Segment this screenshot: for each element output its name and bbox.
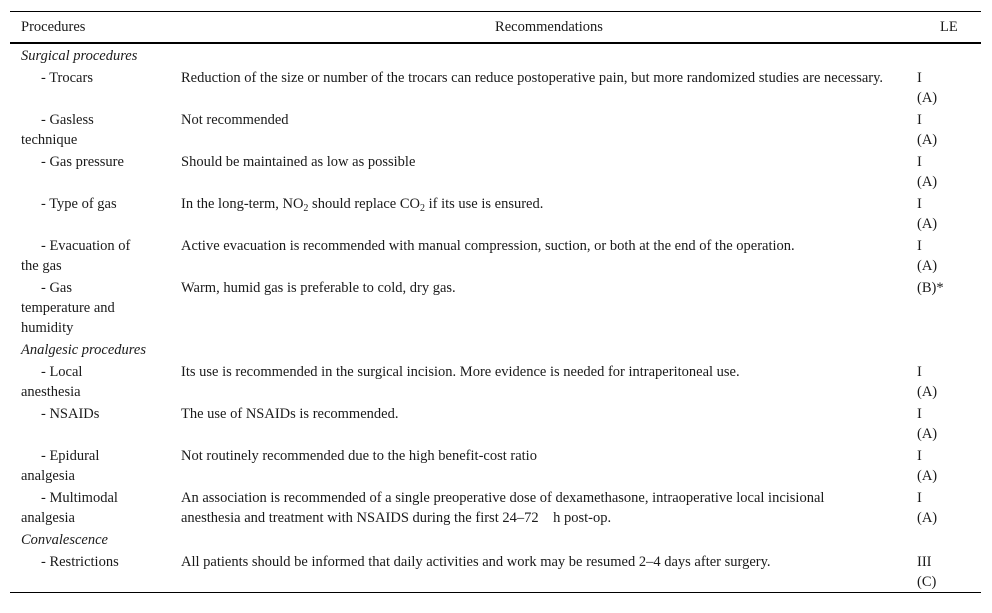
- recommendation-cell: Not recommended: [181, 112, 289, 128]
- procedure-label: - Multimodal: [41, 490, 118, 506]
- le-cell: [917, 550, 981, 593]
- table-row-local-anesthesia: [10, 360, 981, 402]
- recommendation-cell: Reduction of the size or number of the trocars can reduce postoperative pain, but more randomized studies are necessary.: [181, 70, 884, 86]
- le-cell: [917, 192, 981, 234]
- le-level: I: [917, 196, 922, 212]
- recommendation-cell: Its use is recommended in the surgical incision. More evidence is needed for intraperitoneal use.: [181, 364, 740, 380]
- procedure-cell: [10, 192, 181, 234]
- procedure-cell: [10, 444, 181, 486]
- le-grade: (A): [917, 174, 938, 190]
- le-level: I: [917, 112, 922, 128]
- procedure-cell: [10, 276, 181, 338]
- procedure-cell: [10, 550, 181, 593]
- le-cell: [917, 234, 981, 276]
- header-le: LE: [940, 18, 958, 35]
- recommendation-cell: Not routinely recommended due to the high benefit-cost ratio: [181, 448, 537, 464]
- procedure-label: - Gasless: [41, 112, 94, 128]
- procedure-label: - Evacuation of: [41, 238, 131, 254]
- le-level: I: [917, 406, 922, 422]
- section-title-convalescence: Convalescence: [21, 532, 108, 548]
- procedure-label: - Gas: [41, 280, 73, 296]
- recommendation-text-part: should replace CO: [308, 196, 420, 212]
- le-cell: [917, 108, 981, 150]
- procedure-label: - Epidural: [41, 448, 100, 464]
- le-cell: [917, 444, 981, 486]
- procedure-label-cont: temperature and: [21, 300, 115, 316]
- procedure-label-cont: anesthesia: [21, 384, 81, 400]
- le-grade: (A): [917, 258, 938, 274]
- recommendation-cell: Active evacuation is recommended with manual compression, suction, or both at the end of the operation.: [181, 238, 795, 254]
- subscript-two: 2: [303, 203, 309, 214]
- le-grade: (B)*: [917, 280, 944, 296]
- recommendation-cell: Warm, humid gas is preferable to cold, dry gas.: [181, 280, 456, 296]
- le-cell: [917, 402, 981, 444]
- procedure-label-cont: the gas: [21, 258, 62, 274]
- procedure-label: - Local: [41, 364, 83, 380]
- procedure-cell: [10, 150, 181, 192]
- le-level: I: [917, 70, 922, 86]
- table-row-nsaids: [10, 402, 981, 444]
- table-row-multimodal: [10, 486, 981, 528]
- le-grade: (A): [917, 468, 938, 484]
- section-row-surgical: [10, 43, 981, 66]
- le-cell: [917, 486, 981, 528]
- recommendation-cell: [181, 192, 917, 234]
- recommendation-text-part: if its use is ensured.: [424, 196, 544, 212]
- le-cell: [917, 150, 981, 192]
- procedure-label: - Type of gas: [41, 196, 117, 212]
- le-cell: [917, 276, 981, 338]
- le-level: I: [917, 154, 922, 170]
- subscript-two: 2: [419, 203, 425, 214]
- le-grade: (A): [917, 510, 938, 526]
- header-recommendations: Recommendations: [495, 18, 603, 35]
- table-row-gas-temperature: [10, 276, 981, 338]
- procedure-label: - Restrictions: [41, 554, 119, 570]
- table-row-gasless: [10, 108, 981, 150]
- section-title-analgesic: Analgesic procedures: [21, 342, 146, 358]
- recommendation-cell: The use of NSAIDs is recommended.: [181, 406, 399, 422]
- recommendations-table: [10, 11, 981, 593]
- section-title-surgical: Surgical procedures: [21, 48, 138, 64]
- procedure-cell: [10, 402, 181, 444]
- recommendation-cell: An association is recommended of a single preoperative dose of dexamethasone, intraoperative local incisional anesthesia and treatment with NSAIDS during the first 24–72 h post-op.: [181, 490, 825, 526]
- le-grade: (C): [917, 574, 937, 590]
- recommendations-table-container: [10, 11, 981, 593]
- table-row-type-of-gas: [10, 192, 981, 234]
- section-row-convalescence: [10, 528, 981, 550]
- procedure-cell: [10, 360, 181, 402]
- procedure-label: - Trocars: [41, 70, 93, 86]
- procedure-cell: [10, 66, 181, 108]
- procedure-label-cont: analgesia: [21, 468, 75, 484]
- procedure-cell: [10, 234, 181, 276]
- table-row-gas-pressure: [10, 150, 981, 192]
- procedure-label: - NSAIDs: [41, 406, 100, 422]
- procedure-label: - Gas pressure: [41, 154, 124, 170]
- le-level: I: [917, 490, 922, 506]
- header-procedures: Procedures: [21, 18, 86, 35]
- le-grade: (A): [917, 90, 938, 106]
- le-level: III: [917, 554, 932, 570]
- recommendation-cell: All patients should be informed that daily activities and work may be resumed 2–4 days after surgery.: [181, 554, 771, 570]
- procedure-label-cont: analgesia: [21, 510, 75, 526]
- le-grade: (A): [917, 384, 938, 400]
- le-grade: (A): [917, 216, 938, 232]
- le-level: I: [917, 238, 922, 254]
- le-cell: [917, 66, 981, 108]
- le-grade: (A): [917, 426, 938, 442]
- table-row-restrictions: [10, 550, 981, 593]
- section-row-analgesic: [10, 338, 981, 360]
- header-row: [10, 12, 981, 44]
- procedure-label-cont: humidity: [21, 320, 74, 336]
- table-row-trocars: [10, 66, 981, 108]
- procedure-label-cont: technique: [21, 132, 78, 148]
- table-row-evacuation: [10, 234, 981, 276]
- procedure-cell: [10, 108, 181, 150]
- recommendation-text-part: In the long-term, NO: [181, 196, 304, 212]
- procedure-cell: [10, 486, 181, 528]
- recommendation-cell: Should be maintained as low as possible: [181, 154, 416, 170]
- le-grade: (A): [917, 132, 938, 148]
- le-level: I: [917, 448, 922, 464]
- table-row-epidural: [10, 444, 981, 486]
- le-cell: [917, 360, 981, 402]
- le-level: I: [917, 364, 922, 380]
